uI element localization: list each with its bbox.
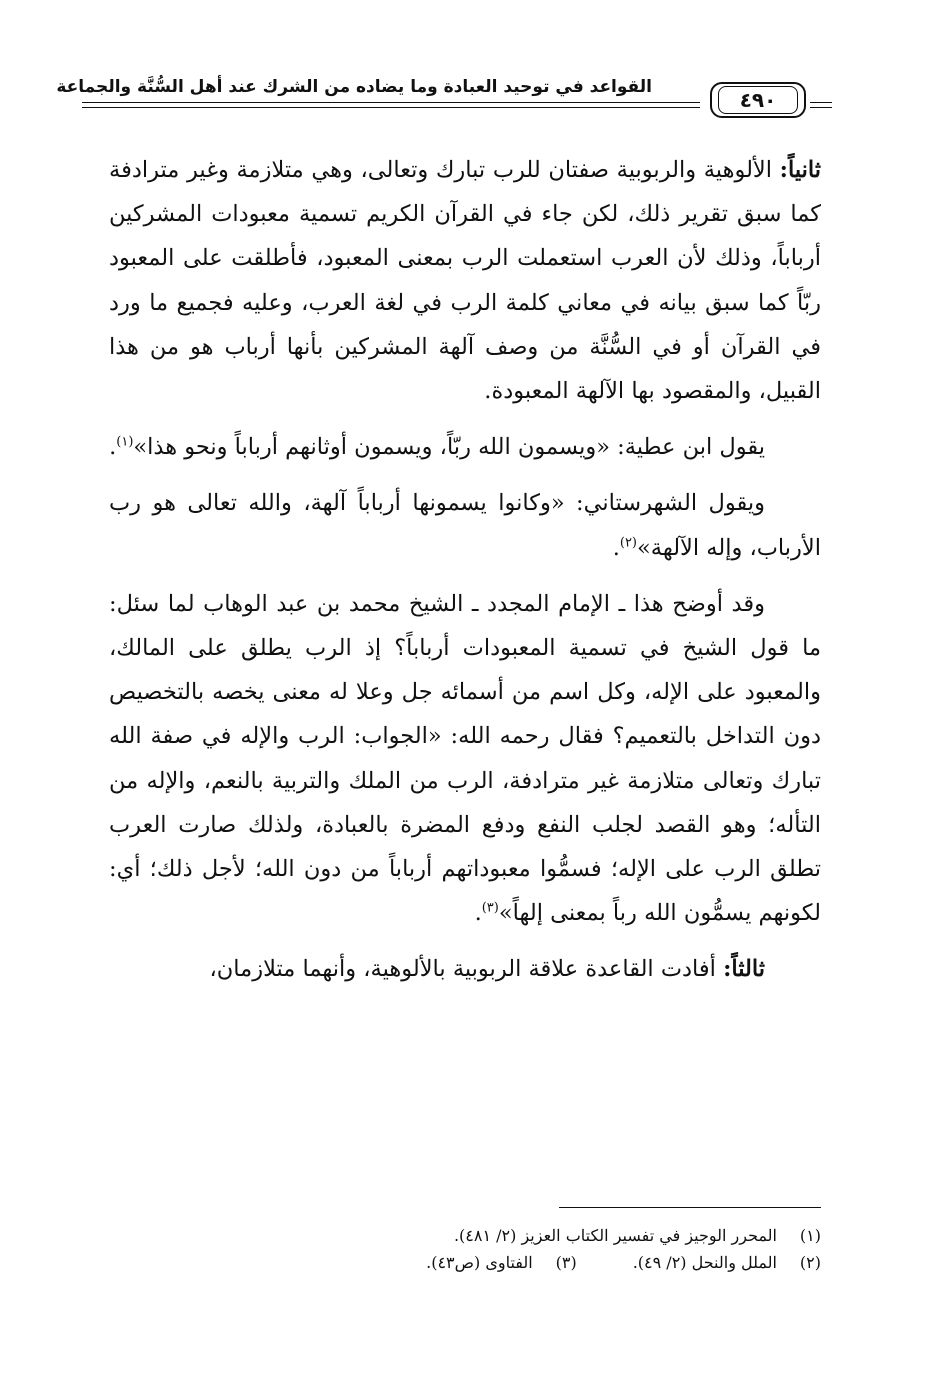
footnote-3 [426, 1249, 577, 1276]
footnote-row [109, 1249, 821, 1276]
paragraph-5 [109, 947, 821, 991]
footnote-ref: (٣) [481, 900, 499, 916]
running-title: القواعد في توحيد العبادة وما يضاده من الشرك عند أهل السُّنَّة والجماعة [56, 77, 652, 97]
footnote-number: (١) [799, 1226, 821, 1245]
footnote-ref: (١) [116, 434, 134, 450]
paragraph-1 [109, 148, 821, 413]
paragraph-text: وقد أوضح هذا ـ الإمام المجدد ـ الشيخ محمد بن عبد الوهاب لما سئل: ما قول الشيخ في تسمية المعبودات أرباباً؟ إذ الرب يطلق على المالك، والمعبود على الإله، وكل اسم من أسمائه جل وعلا له معنى يخصه بالتخصيص دون التداخل بالتعميم؟ فقال رحمه الله: «الجواب: الرب والإله في صفة الله تبارك وتعالى متلازمة غير مترادفة، الرب من الملك والتربية بالنعم، والإله من التأله؛ وهو القصد لجلب النفع ودفع المضرة بالعبادة، ولذلك صارت العرب تطلق الرب على الإله؛ فسمُّوا معبوداتهم أرباباً من دون الله؛ لأجل ذلك؛ أي: لكونهم يسمُّون الله رباً بمعنى إلهاً» [109, 590, 821, 927]
page-number-box [710, 82, 806, 118]
paragraph-lead: ثانياً: [779, 157, 821, 183]
paragraph-2 [109, 425, 821, 469]
footnote-text: الملل والنحل (٢/ ٤٩). [632, 1253, 777, 1272]
paragraph-end: . [612, 534, 620, 561]
footnote-text: الفتاوى (ص٤٣). [426, 1253, 533, 1272]
paragraph-text: الألوهية والربوبية صفتان للرب تبارك وتعالى، وهي متلازمة وغير مترادفة كما سبق تقرير ذلك، لكن جاء في القرآن الكريم تسمية معبودات المشركين أرباباً، وذلك لأن العرب استعملت الرب بمعنى المعبود، فأطلقت على المعبود ربّاً كما سبق بيانه في معاني كلمة الرب في لغة العرب، وعليه فجميع ما ورد في القرآن أو في السُّنَّة من وصف آلهة المشركين بأنها أرباب هو من هذا القبيل، والمقصود بها الآلهة المعبودة. [109, 157, 821, 405]
footnote-1 [109, 1222, 821, 1249]
paragraph-3 [109, 481, 821, 569]
paragraph-text: ويقول الشهرستاني: «وكانوا يسمونها أرباباً آلهة، والله تعالى هو رب الأرباب، وإله الآلهة» [109, 490, 821, 561]
paragraph-end: . [109, 434, 117, 461]
paragraph-lead: ثالثاً: [723, 956, 765, 983]
body-text [109, 148, 821, 992]
header-rule [810, 102, 832, 103]
header-rule [810, 107, 832, 108]
header-rule [82, 102, 700, 103]
footnote-text: المحرر الوجيز في تفسير الكتاب العزيز (٢/ ٤٨١). [453, 1226, 777, 1245]
footnote-number: (٢) [799, 1253, 821, 1272]
footnote-number: (٣) [555, 1253, 577, 1272]
footnote-separator [559, 1207, 821, 1208]
footnotes [109, 1222, 821, 1276]
paragraph-text: يقول ابن عطية: «ويسمون الله ربّاً، ويسمون أوثانهم أرباباً ونحو هذا» [133, 434, 765, 461]
paragraph-text: أفادت القاعدة علاقة الربوبية بالألوهية، وأنهما متلازمان، [209, 956, 724, 983]
paragraph-end: . [474, 900, 482, 927]
paragraph-4 [109, 582, 821, 936]
page-header [56, 72, 832, 120]
header-rule [82, 107, 700, 108]
footnote-2 [633, 1249, 821, 1276]
footnote-ref: (٢) [619, 535, 637, 551]
page-number: ٤٩٠ [739, 88, 777, 112]
